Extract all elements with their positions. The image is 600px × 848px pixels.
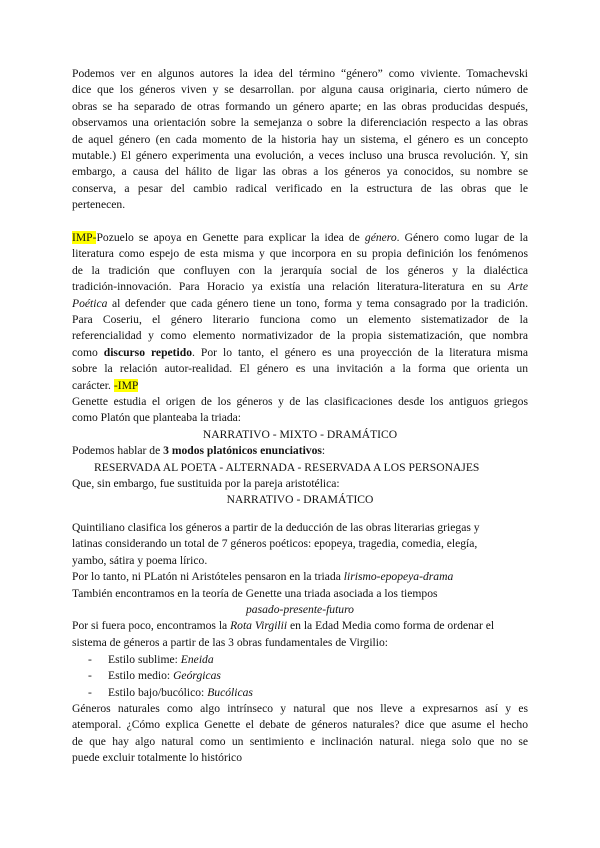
- text-line: puede excluir totalmente lo histórico: [72, 751, 242, 765]
- text-line: Podemos ver en algunos autores la idea del término “género” como viviente. Tomachevski: [72, 67, 528, 80]
- paragraph-generos-naturales: [72, 701, 528, 767]
- text-line: También encontramos en la teoría de Genette una triada asociada a los tiempos: [72, 586, 438, 600]
- text-line: Quintiliano clasifica los géneros a partir de la deducción de las obras literarias griegas y: [72, 521, 480, 534]
- list-label: Estilo bajo/bucólico:: [108, 685, 208, 699]
- text-run: tradición-innovación. Para Horacio ya existía una relación literatura-literatura en su: [72, 280, 509, 294]
- triad-narrativo-mixto-dramatico: NARRATIVO - MIXTO - DRAMÁTICO: [202, 427, 398, 441]
- list-work: Bucólicas: [207, 685, 253, 699]
- text-run: Por lo tanto, ni PLatón ni Aristóteles pensaron en la triada: [72, 570, 344, 584]
- text-line: de aquel género (en cada momento de la historia hay un sistema, el género es un concepto: [72, 132, 528, 146]
- text-line: de que hay algo natural como un sentimiento e inclinación natural. niega solo que no se: [72, 734, 528, 748]
- text-run: . Por lo tanto, el género es una proyección de la literatura misma: [192, 345, 528, 359]
- text-line: Géneros naturales como algo intrínseco y natural que nos lleve a expresarnos así y es: [72, 702, 528, 715]
- text-line: [72, 378, 528, 394]
- text-line: observamos una orientación sobre la semejanza o sobre la diferenciación respecto a las obras: [72, 116, 528, 130]
- text-run: carácter.: [72, 378, 114, 392]
- triad-reservada: RESERVADA AL POETA - ALTERNADA - RESERVADA A LOS PERSONAJES: [94, 460, 480, 474]
- text-run: Por si fuera poco, encontramos la: [72, 619, 231, 633]
- text-line: Para Coseriu, el género literario funciona como un elemento sistematizador de la: [72, 313, 528, 327]
- text-line: [72, 443, 528, 459]
- paragraph-tomachevski: [72, 66, 528, 214]
- list-work: Eneida: [180, 653, 214, 666]
- text-line: [72, 296, 528, 312]
- text-line: sobre la relación autor-realidad. El género es una invitación a la forma que orienta un: [72, 362, 528, 376]
- imp-start-highlight: IMP-: [72, 231, 97, 244]
- paragraph-quintiliano: [72, 520, 528, 651]
- text-line: mutable.) El género experimenta una evolución, a veces incluso una brusca revolución. Y, sin: [72, 149, 528, 163]
- text-line: [72, 569, 528, 585]
- text-run: Pozuelo se apoya en Genette para explicar la idea de: [96, 231, 365, 244]
- list-label: Estilo sublime:: [108, 653, 181, 666]
- text-line: conserva, a pesar del cambio radical verificado en la estructura de las obras que le: [72, 181, 528, 195]
- text-line: latinas considerando un total de 7 géneros poéticos: epopeya, tragedia, comedia, elegía,: [72, 537, 478, 551]
- italic-rota-virgilii: Rota Virgilii: [230, 619, 288, 633]
- text-line: dice que los géneros viven y se desarrollan. por alguna causa originaria, cierto número de: [72, 83, 528, 97]
- paragraph-pozuelo: [72, 230, 528, 394]
- text-line: [72, 230, 528, 246]
- text-line: obras se ha separado de otras formando un género aparte; en las obras producidas después,: [72, 99, 528, 113]
- bold-modos: 3 modos platónicos enunciativos: [163, 444, 322, 458]
- italic-arte: Arte: [508, 280, 528, 294]
- text-run: como: [72, 345, 104, 359]
- italic-pasado-presente-futuro: pasado-presente-futuro: [246, 603, 354, 617]
- italic-lirismo: lirismo-epopeya-drama: [343, 570, 454, 584]
- text-run: en la Edad Media como forma de ordenar el: [287, 619, 495, 633]
- text-line: pertenecen.: [72, 198, 126, 212]
- bold-discurso-repetido: discurso repetido: [103, 345, 192, 359]
- text-line: literatura como espejo de esta misma y que incorpora en su propia definición los fenómenos: [72, 247, 528, 261]
- list-dash: -: [88, 685, 92, 699]
- text-line: [72, 345, 528, 361]
- list-item: [88, 668, 253, 684]
- text-line: [72, 279, 528, 295]
- text-line: referencialidad y como elemento normativizador de la propia sistematización, que nombra: [72, 329, 528, 343]
- text-line: Que, sin embargo, fue sustituida por la pareja aristotélica:: [72, 477, 340, 491]
- list-dash: -: [88, 653, 92, 666]
- text-line: Genette estudia el origen de los géneros y de las clasificaciones desde los antiguos griegos: [72, 395, 528, 408]
- italic-poetica: Poética: [72, 296, 108, 310]
- text-run: :: [321, 444, 326, 458]
- list-item: [88, 652, 253, 668]
- text-run: . Género como lugar de la: [396, 231, 528, 244]
- italic-genero: género: [364, 231, 397, 244]
- estilos-list: [88, 652, 253, 701]
- text-line: de la tradición que confluyen con la jerarquía social de los géneros y la dialéctica: [72, 263, 528, 277]
- paragraph-genette: [72, 394, 528, 509]
- list-dash: -: [88, 669, 92, 683]
- text-run: al defender que cada género tiene un tono, forma y tema consagrado por la tradición.: [107, 296, 528, 310]
- text-run: Podemos hablar de: [72, 444, 164, 458]
- text-line: sistema de géneros a partir de las 3 obras fundamentales de Virgilio:: [72, 635, 389, 649]
- text-line: [72, 618, 528, 634]
- list-item: [88, 685, 253, 701]
- text-line: atemporal. ¿Cómo explica Genette el debate de géneros naturales? dice que asume el hecho: [72, 718, 528, 732]
- text-line: embargo, a causa del hálito de ligar las obras a los géneros ya conocidos, su nombre se: [72, 165, 528, 179]
- list-work: Geórgicas: [173, 669, 221, 683]
- imp-end-highlight: -IMP: [113, 378, 139, 392]
- text-line: como Platón que planteaba la triada:: [72, 411, 242, 425]
- triad-narrativo-dramatico: NARRATIVO - DRAMÁTICO: [226, 493, 374, 507]
- list-label: Estilo medio:: [108, 669, 174, 683]
- text-line: yambo, sátira y poema lírico.: [72, 553, 208, 567]
